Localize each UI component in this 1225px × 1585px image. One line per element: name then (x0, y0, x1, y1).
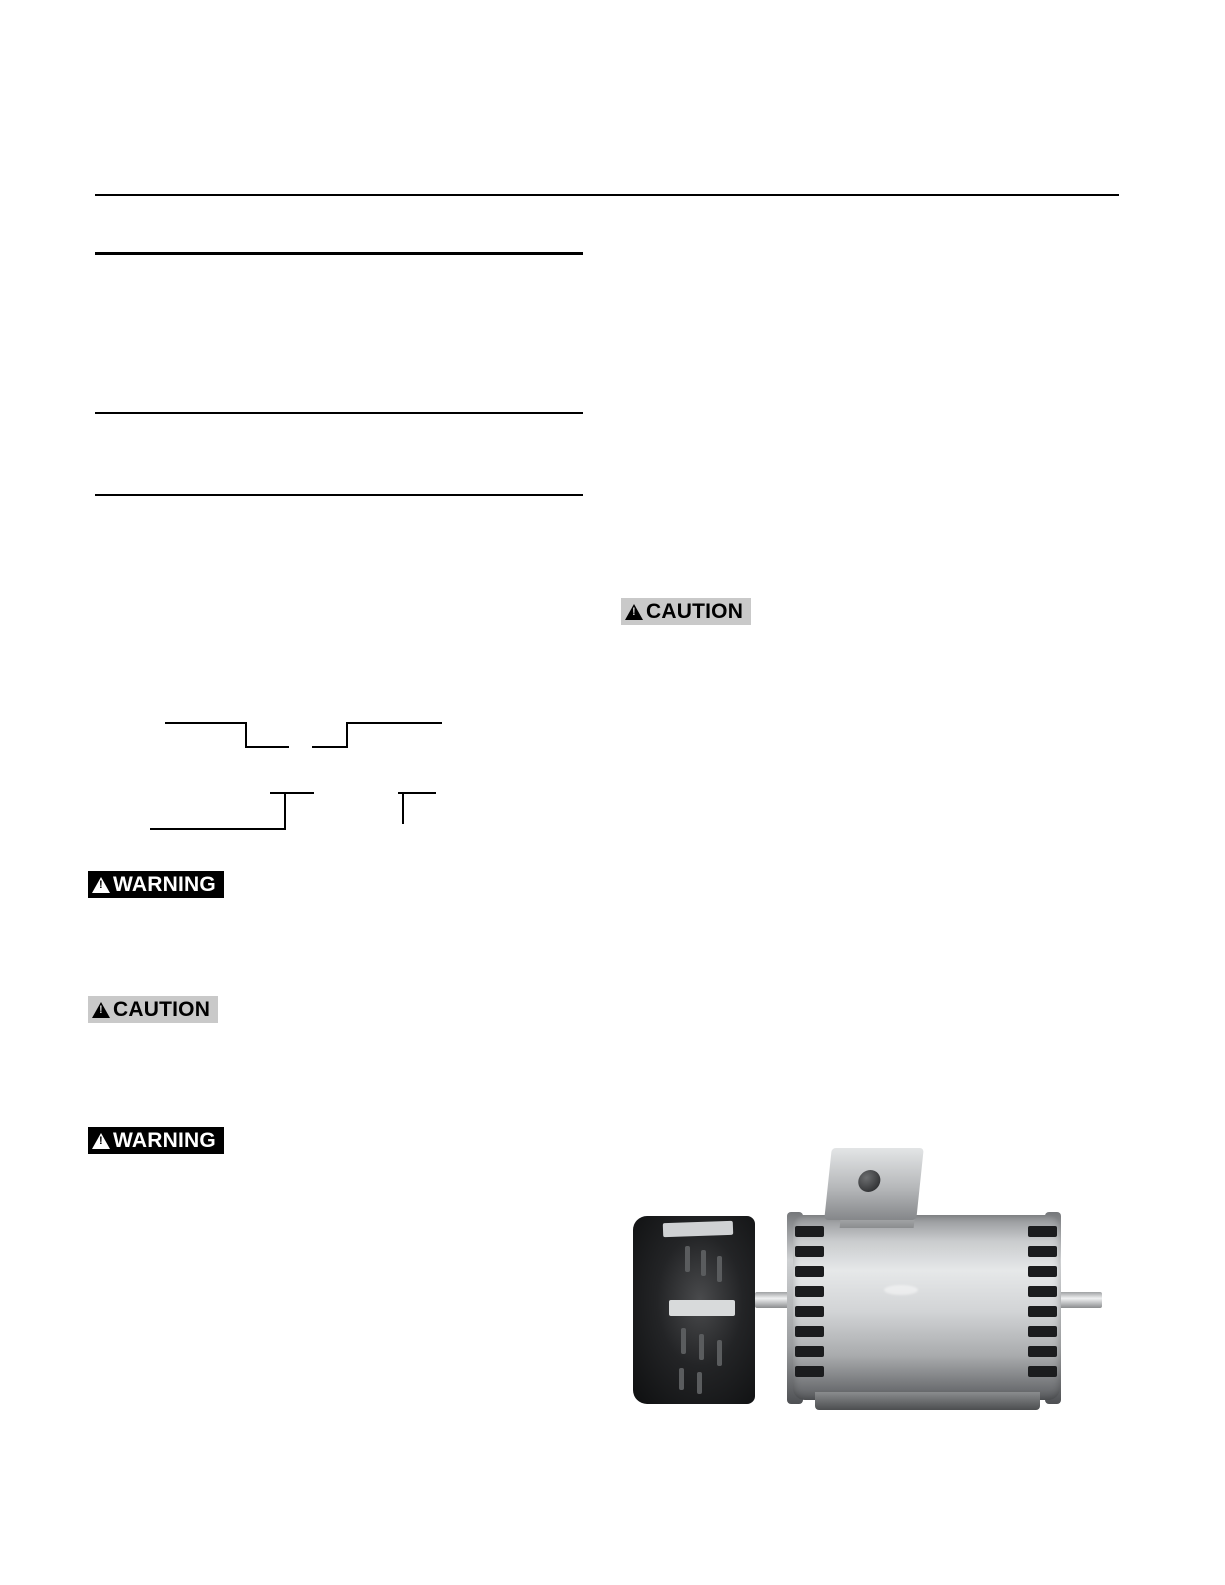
alert-triangle-icon (92, 877, 110, 893)
caution-badge-label: CAUTION (113, 998, 211, 1021)
technical-line-diagram (130, 700, 460, 845)
electric-motor-photo (615, 1140, 1125, 1430)
warning-badge-label: WARNING (113, 1129, 216, 1152)
motor-base-foot (815, 1392, 1040, 1410)
motor-vents-right (1026, 1222, 1060, 1394)
motor-body (793, 1215, 1060, 1400)
header-rule (95, 194, 1119, 196)
warning-badge-1 (88, 871, 224, 898)
alert-triangle-icon (92, 1133, 110, 1149)
junction-box (824, 1148, 924, 1220)
caution-badge-label: CAUTION (646, 600, 744, 623)
section-rule-1 (95, 252, 583, 255)
warning-badge-label: WARNING (113, 873, 216, 896)
caution-badge-1 (88, 996, 218, 1023)
motor-shaft-right (1056, 1292, 1102, 1308)
alert-triangle-icon (92, 1002, 110, 1018)
section-rule-3 (95, 494, 583, 496)
section-rule-2 (95, 412, 583, 414)
fan-cover-label-top (663, 1221, 733, 1237)
motor-vents-left (793, 1222, 827, 1394)
warning-badge-2 (88, 1127, 224, 1154)
fan-cover-label (669, 1300, 735, 1316)
caution-badge-2 (621, 598, 751, 625)
alert-triangle-icon (625, 604, 643, 620)
fan-cover (633, 1216, 755, 1404)
